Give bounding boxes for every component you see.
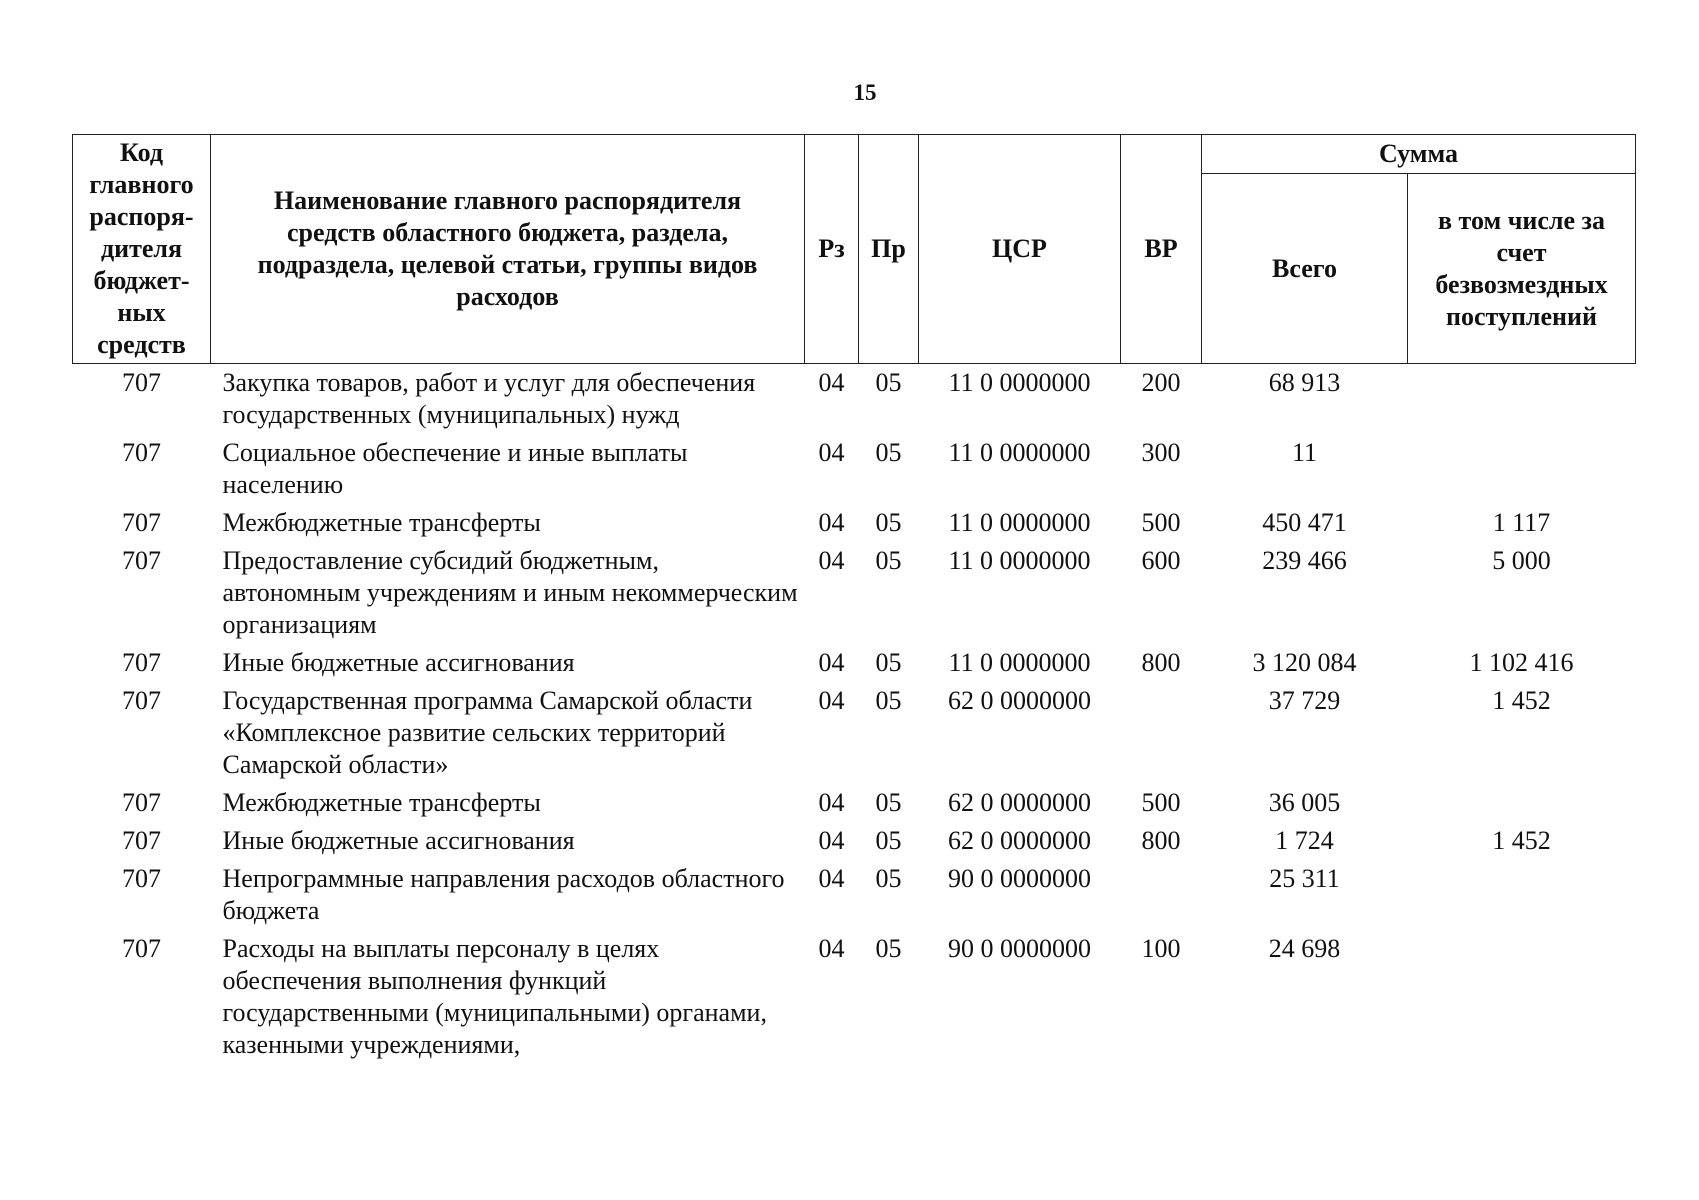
cell-rz: 04 — [818, 864, 845, 893]
budget-table — [72, 134, 1636, 1064]
cell-incl: 1 117 — [1492, 508, 1551, 537]
table-row — [73, 822, 1636, 860]
cell-code: 707 — [122, 508, 161, 537]
cell-name: Предоставление субсидий бюджетным, автономным учреждениям и иным некоммерческим организациям — [222, 546, 798, 639]
header-rz: Рз — [805, 135, 859, 364]
cell-vr: 800 — [1141, 648, 1181, 677]
header-vr: ВР — [1121, 135, 1202, 364]
cell-vr: 600 — [1141, 546, 1181, 575]
cell-name: Иные бюджетные ассигнования — [222, 826, 575, 855]
cell-code: 707 — [122, 826, 161, 855]
header-pr: Пр — [859, 135, 919, 364]
page-number: 15 — [853, 80, 877, 105]
cell-name: Государственная программа Самарской области «Комплексное развитие сельских территорий Самарской области» — [222, 686, 753, 779]
table-row — [73, 504, 1636, 542]
cell-pr: 05 — [875, 368, 902, 397]
cell-csr: 11 0 0000000 — [948, 368, 1091, 397]
cell-csr: 62 0 0000000 — [948, 686, 1091, 715]
cell-total: 11 — [1291, 438, 1318, 467]
cell-rz: 04 — [818, 934, 845, 963]
cell-csr: 90 0 0000000 — [948, 934, 1091, 963]
table-row — [73, 434, 1636, 504]
cell-csr: 11 0 0000000 — [948, 438, 1091, 467]
cell-incl: 5 000 — [1492, 546, 1551, 575]
table-row — [73, 682, 1636, 784]
cell-csr: 11 0 0000000 — [948, 546, 1091, 575]
cell-total: 3 120 084 — [1252, 648, 1357, 677]
header-csr: ЦСР — [919, 135, 1121, 364]
cell-rz: 04 — [818, 438, 845, 467]
cell-code: 707 — [122, 546, 161, 575]
cell-incl — [1408, 860, 1636, 930]
cell-total: 37 729 — [1268, 686, 1341, 715]
cell-csr: 11 0 0000000 — [948, 508, 1091, 537]
table-row — [73, 542, 1636, 644]
cell-total: 68 913 — [1268, 368, 1341, 397]
header-sum: Сумма — [1202, 135, 1636, 174]
cell-code: 707 — [122, 368, 161, 397]
cell-name: Расходы на выплаты персоналу в целях обеспечения выполнения функций государственными (муниципальными) органами, казенными учреждениями, — [222, 934, 767, 1059]
cell-name: Непрограммные направления расходов областного бюджета — [222, 864, 785, 925]
cell-incl — [1408, 930, 1636, 1064]
cell-vr: 300 — [1141, 438, 1181, 467]
cell-name: Межбюджетные трансферты — [222, 788, 541, 817]
cell-pr: 05 — [875, 686, 902, 715]
cell-pr: 05 — [875, 826, 902, 855]
cell-code: 707 — [122, 438, 161, 467]
cell-incl — [1408, 784, 1636, 822]
cell-rz: 04 — [818, 826, 845, 855]
cell-vr — [1121, 682, 1202, 784]
cell-csr: 11 0 0000000 — [948, 648, 1091, 677]
header-total: Всего — [1202, 174, 1408, 364]
cell-code: 707 — [122, 788, 161, 817]
cell-rz: 04 — [818, 686, 845, 715]
cell-total: 24 698 — [1268, 934, 1341, 963]
cell-name: Социальное обеспечение и иные выплаты населению — [222, 438, 688, 499]
cell-incl: 1 452 — [1492, 826, 1551, 855]
cell-vr: 500 — [1141, 788, 1181, 817]
cell-incl — [1408, 364, 1636, 435]
header-code: Код главного распоря-дителя бюджет-ных средств — [73, 135, 211, 364]
cell-incl: 1 452 — [1492, 686, 1551, 715]
cell-code: 707 — [122, 686, 161, 715]
cell-pr: 05 — [875, 508, 902, 537]
cell-vr: 100 — [1141, 934, 1181, 963]
cell-name: Межбюджетные трансферты — [222, 508, 541, 537]
cell-rz: 04 — [818, 648, 845, 677]
cell-pr: 05 — [875, 864, 902, 893]
cell-total: 239 466 — [1262, 546, 1347, 575]
table-row — [73, 930, 1636, 1064]
cell-rz: 04 — [818, 788, 845, 817]
cell-total: 36 005 — [1268, 788, 1341, 817]
cell-vr: 800 — [1141, 826, 1181, 855]
cell-incl: 1 102 416 — [1469, 648, 1574, 677]
cell-total: 25 311 — [1269, 864, 1340, 893]
cell-csr: 62 0 0000000 — [948, 826, 1091, 855]
cell-vr: 500 — [1141, 508, 1181, 537]
cell-rz: 04 — [818, 546, 845, 575]
cell-name: Закупка товаров, работ и услуг для обеспечения государственных (муниципальных) нужд — [222, 368, 756, 429]
cell-csr: 90 0 0000000 — [948, 864, 1091, 893]
cell-code: 707 — [122, 934, 161, 963]
header-incl: в том числе за счет безвозмездных поступлений — [1408, 174, 1636, 364]
cell-total: 1 724 — [1275, 826, 1334, 855]
cell-pr: 05 — [875, 788, 902, 817]
cell-pr: 05 — [875, 934, 902, 963]
table-row — [73, 364, 1636, 435]
cell-total: 450 471 — [1262, 508, 1347, 537]
header-name: Наименование главного распорядителя средств областного бюджета, раздела, подраздела, целевой статьи, группы видов расходов — [211, 135, 805, 364]
table-row — [73, 644, 1636, 682]
cell-vr — [1121, 860, 1202, 930]
cell-pr: 05 — [875, 438, 902, 467]
cell-incl — [1408, 434, 1636, 504]
table-body — [73, 364, 1636, 1065]
table-row — [73, 784, 1636, 822]
cell-code: 707 — [122, 864, 161, 893]
cell-vr: 200 — [1141, 368, 1181, 397]
cell-name: Иные бюджетные ассигнования — [222, 648, 575, 677]
cell-rz: 04 — [818, 368, 845, 397]
cell-csr: 62 0 0000000 — [948, 788, 1091, 817]
cell-rz: 04 — [818, 508, 845, 537]
table-header — [73, 135, 1636, 364]
table-row — [73, 860, 1636, 930]
cell-pr: 05 — [875, 648, 902, 677]
cell-pr: 05 — [875, 546, 902, 575]
cell-code: 707 — [122, 648, 161, 677]
